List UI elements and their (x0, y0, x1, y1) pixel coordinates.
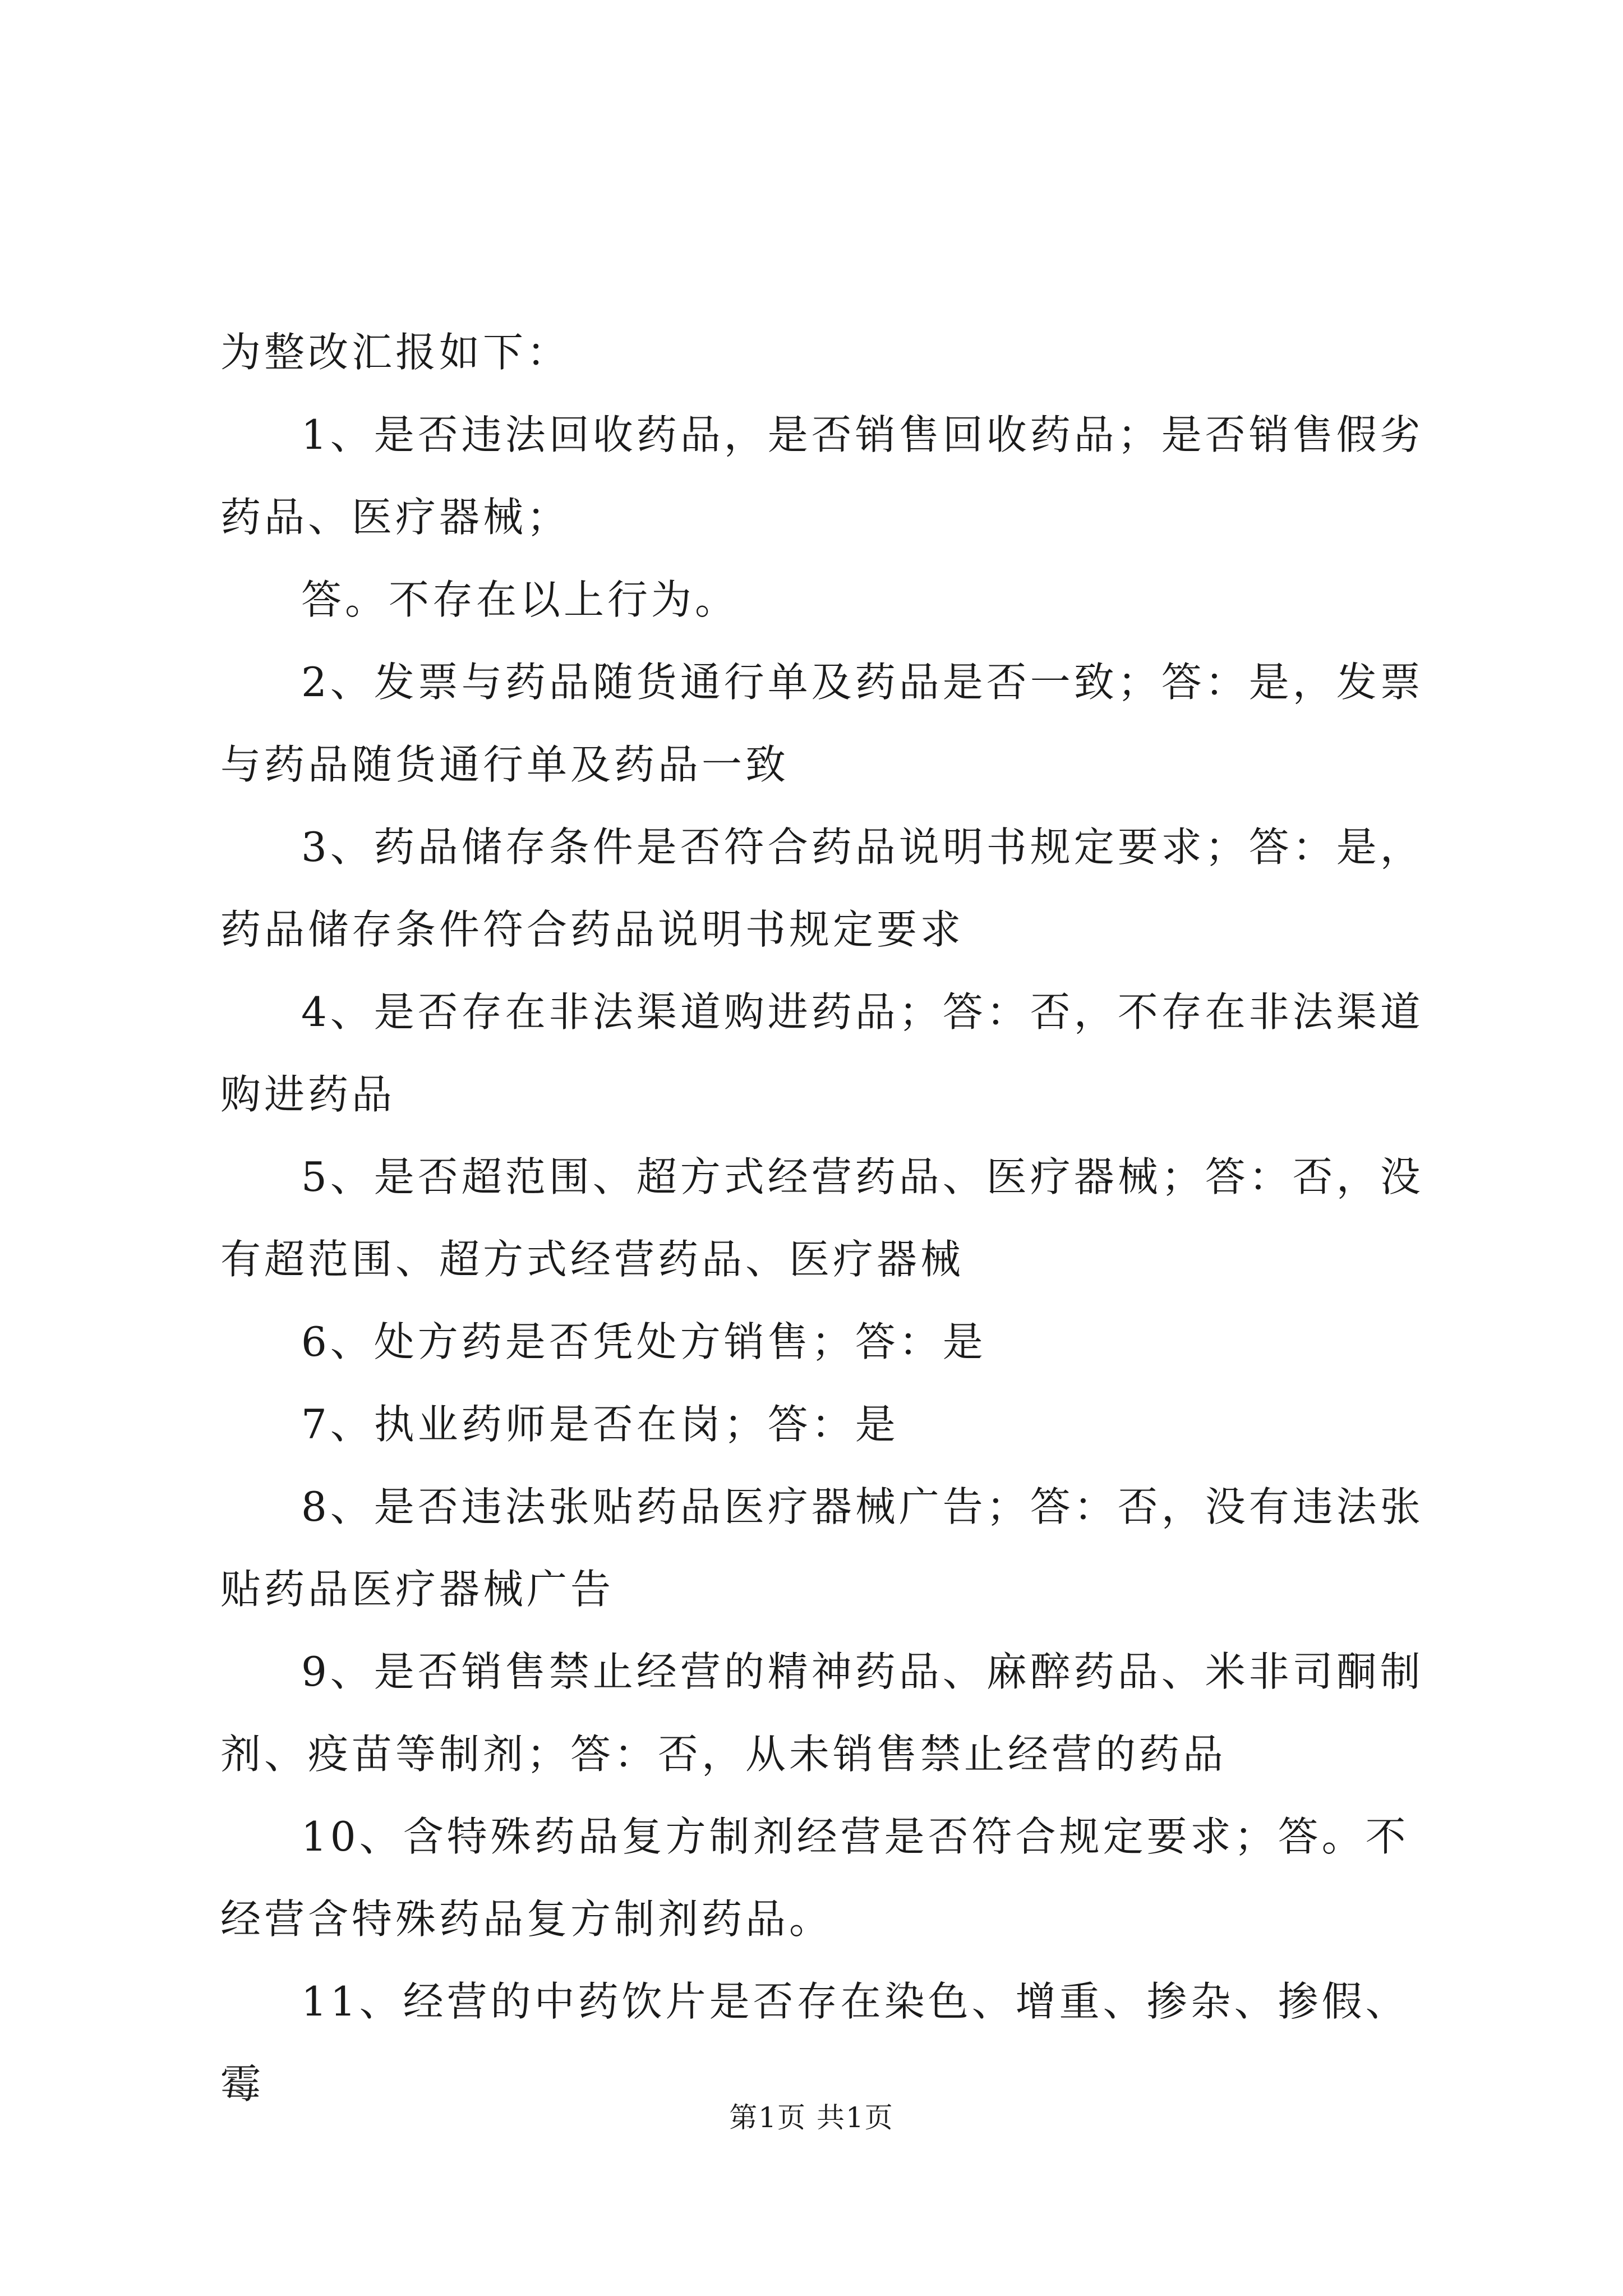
document-body (220, 311, 1432, 2125)
paragraph-item-1: 1、是否违法回收药品，是否销售回收药品；是否销售假劣药品、医疗器械； (220, 411, 1424, 541)
page-number-footer: 第1页 共1页 (729, 2101, 894, 2134)
paragraph-item-6: 6、处方药是否凭处方销售；答：是 (301, 1318, 986, 1365)
paragraph-item-10: 10、含特殊药品复方制剂经营是否符合规定要求；答。不经营含特殊药品复方制剂药品。 (220, 1813, 1409, 1943)
paragraph-item-3: 3、药品储存条件是否符合药品说明书规定要求；答：是，药品储存条件符合药品说明书规定要求 (220, 823, 1424, 953)
paragraph-item-11: 11、经营的中药饮片是否存在染色、增重、掺杂、掺假、霉 (220, 1978, 1409, 2108)
paragraph-item-2: 2、发票与药品随货通行单及药品是否一致；答：是，发票与药品随货通行单及药品一致 (220, 659, 1424, 788)
paragraph-item-5: 5、是否超范围、超方式经营药品、医疗器械；答：否，没有超范围、超方式经营药品、医疗器械 (220, 1153, 1424, 1283)
paragraph-item-8: 8、是否违法张贴药品医疗器械广告；答：否，没有违法张贴药品医疗器械广告 (220, 1483, 1424, 1613)
paragraph-item-7: 7、执业药师是否在岗；答：是 (301, 1401, 899, 1448)
paragraph-answer-1: 答。不存在以上行为。 (301, 576, 739, 623)
paragraph-item-9: 9、是否销售禁止经营的精神药品、麻醉药品、米非司酮制剂、疫苗等制剂；答：否，从未销售禁止经营的药品 (220, 1648, 1424, 1778)
paragraph-item-4: 4、是否存在非法渠道购进药品；答：否，不存在非法渠道购进药品 (220, 988, 1424, 1118)
paragraph-intro: 为整改汇报如下： (220, 329, 571, 376)
